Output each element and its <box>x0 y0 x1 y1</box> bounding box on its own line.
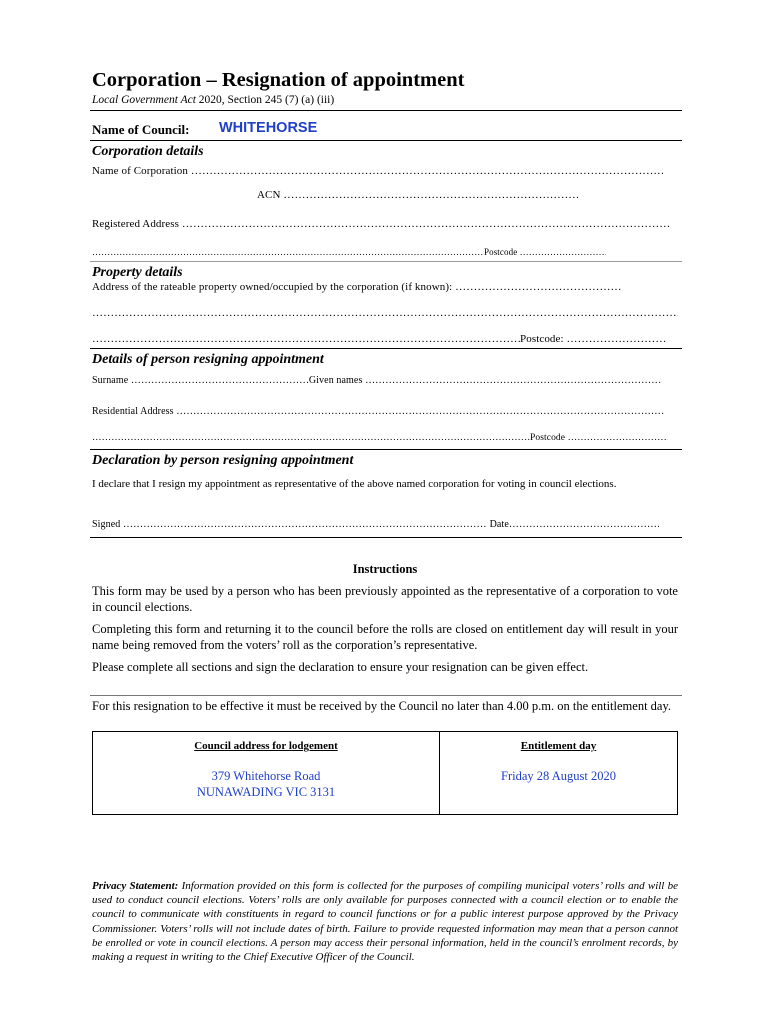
property-address-field[interactable] <box>92 281 621 293</box>
property-address-line3-dots <box>92 333 520 345</box>
lodgement-address-line2: NUNAWADING VIC 3131 <box>196 785 336 799</box>
council-name-value[interactable]: WHITEHORSE <box>219 120 318 136</box>
property-postcode-field[interactable] <box>92 333 667 345</box>
corporation-name-field[interactable] <box>92 165 663 177</box>
entitlement-day-header: Entitlement day <box>520 740 597 752</box>
person-details-heading: Details of person resigning appointment <box>92 352 324 367</box>
deadline-rule <box>90 695 682 696</box>
instructions-paragraph-3: Please complete all sections and sign the declaration to ensure your resignation can be given effect. <box>92 660 589 674</box>
corporation-name-label: Name of Corporation <box>92 165 188 177</box>
property-rule <box>90 348 682 349</box>
signature-dots <box>123 519 487 530</box>
instructions-paragraph-2: Completing this form and returning it to the council before the rolls are closed on entitlement day will result in your name being removed from the voters’ roll as the corporation’s representative. <box>92 622 678 652</box>
registered-postcode-dots <box>520 247 606 257</box>
registered-postcode-label: Postcode <box>484 247 518 257</box>
corporation-details-heading: Corporation details <box>92 144 204 159</box>
form-subtitle <box>92 94 334 106</box>
signature-field[interactable] <box>92 519 659 530</box>
corporation-name-dots <box>191 165 663 177</box>
form-title: Corporation – Resignation of appointment <box>92 69 465 91</box>
declaration-text: I declare that I resign my appointment as representative of the above named corporation for voting in council elections. <box>92 478 617 490</box>
privacy-statement-text: Information provided on this form is collected for the purposes of compiling municipal voters’ rolls and will be used to conduct council elections. Voters’ rolls are only available for purposes connected with a council election or to enable the council to communicate with constituents in regard to council functions or for a public interest purpose approved by the Privacy Commissioner. Voters’ rolls will not include dates of birth. Failure to provide requested information may mean that a person cannot be enrolled or vote in council elections. A person may access their personal information, held in the council’s enrolment records, by making a request in writing to the Chief Executive Officer of the Council. <box>92 880 679 964</box>
surname-field[interactable] <box>92 375 661 386</box>
person-rule <box>90 449 682 450</box>
registered-address-dots <box>182 218 670 230</box>
deadline-notice: For this resignation to be effective it must be received by the Council no later than 4.00 p.m. on the entitlement day. <box>92 699 672 713</box>
instructions-paragraph-1: This form may be used by a person who has been previously appointed as the representative of a corporation to vote in council elections. <box>92 584 678 614</box>
signed-label: Signed <box>92 519 121 530</box>
registered-address-label: Registered Address <box>92 218 180 230</box>
council-name-label: Name of Council: <box>92 122 190 137</box>
declaration-rule <box>90 537 682 538</box>
property-details-heading: Property details <box>92 265 183 280</box>
acn-field[interactable] <box>257 189 579 201</box>
property-postcode-label: Postcode: <box>520 333 564 345</box>
given-names-dots <box>365 375 661 386</box>
surname-dots <box>131 375 309 386</box>
property-address-dots <box>455 281 621 293</box>
registered-address-line2-dots <box>92 247 484 257</box>
date-dots <box>509 519 659 530</box>
property-address-line2-dots <box>92 307 678 319</box>
residential-postcode-label: Postcode <box>530 433 566 443</box>
residential-address-field[interactable] <box>92 406 664 417</box>
header-rule <box>90 110 682 111</box>
property-address-line2[interactable] <box>92 307 678 319</box>
property-postcode-dots <box>567 333 667 345</box>
registered-address-field[interactable] <box>92 218 670 230</box>
acn-label: ACN <box>257 189 281 201</box>
privacy-statement <box>92 879 678 964</box>
residential-postcode-field[interactable] <box>92 433 668 443</box>
acn-dots <box>283 189 579 201</box>
act-section: 2020, Section 245 (7) (a) (iii) <box>195 94 335 106</box>
lodgement-table <box>92 731 678 815</box>
given-names-label: Given names <box>308 375 363 386</box>
lodgement-address-header: Council address for lodgement <box>194 740 338 752</box>
property-address-label: Address of the rateable property owned/occupied by the corporation (if known): <box>92 281 453 293</box>
surname-label: Surname <box>92 375 129 386</box>
declaration-heading: Declaration by person resigning appointment <box>92 453 354 468</box>
residential-postcode-dots <box>568 433 668 443</box>
residential-address-line2-dots <box>92 433 530 443</box>
residential-address-label: Residential Address <box>92 406 174 417</box>
instructions-title: Instructions <box>352 562 418 576</box>
residential-address-dots <box>176 406 664 417</box>
registered-postcode-field[interactable] <box>92 247 606 257</box>
entitlement-day-value: Friday 28 August 2020 <box>501 769 616 783</box>
council-rule <box>90 140 682 141</box>
privacy-statement-label: Privacy Statement: <box>92 880 179 892</box>
lodgement-address-line1: 379 Whitehorse Road <box>211 769 321 783</box>
date-label: Date <box>489 519 509 530</box>
corporation-rule <box>90 261 682 262</box>
lodgement-address-value <box>93 768 439 800</box>
act-name: Local Government Act <box>92 94 196 106</box>
